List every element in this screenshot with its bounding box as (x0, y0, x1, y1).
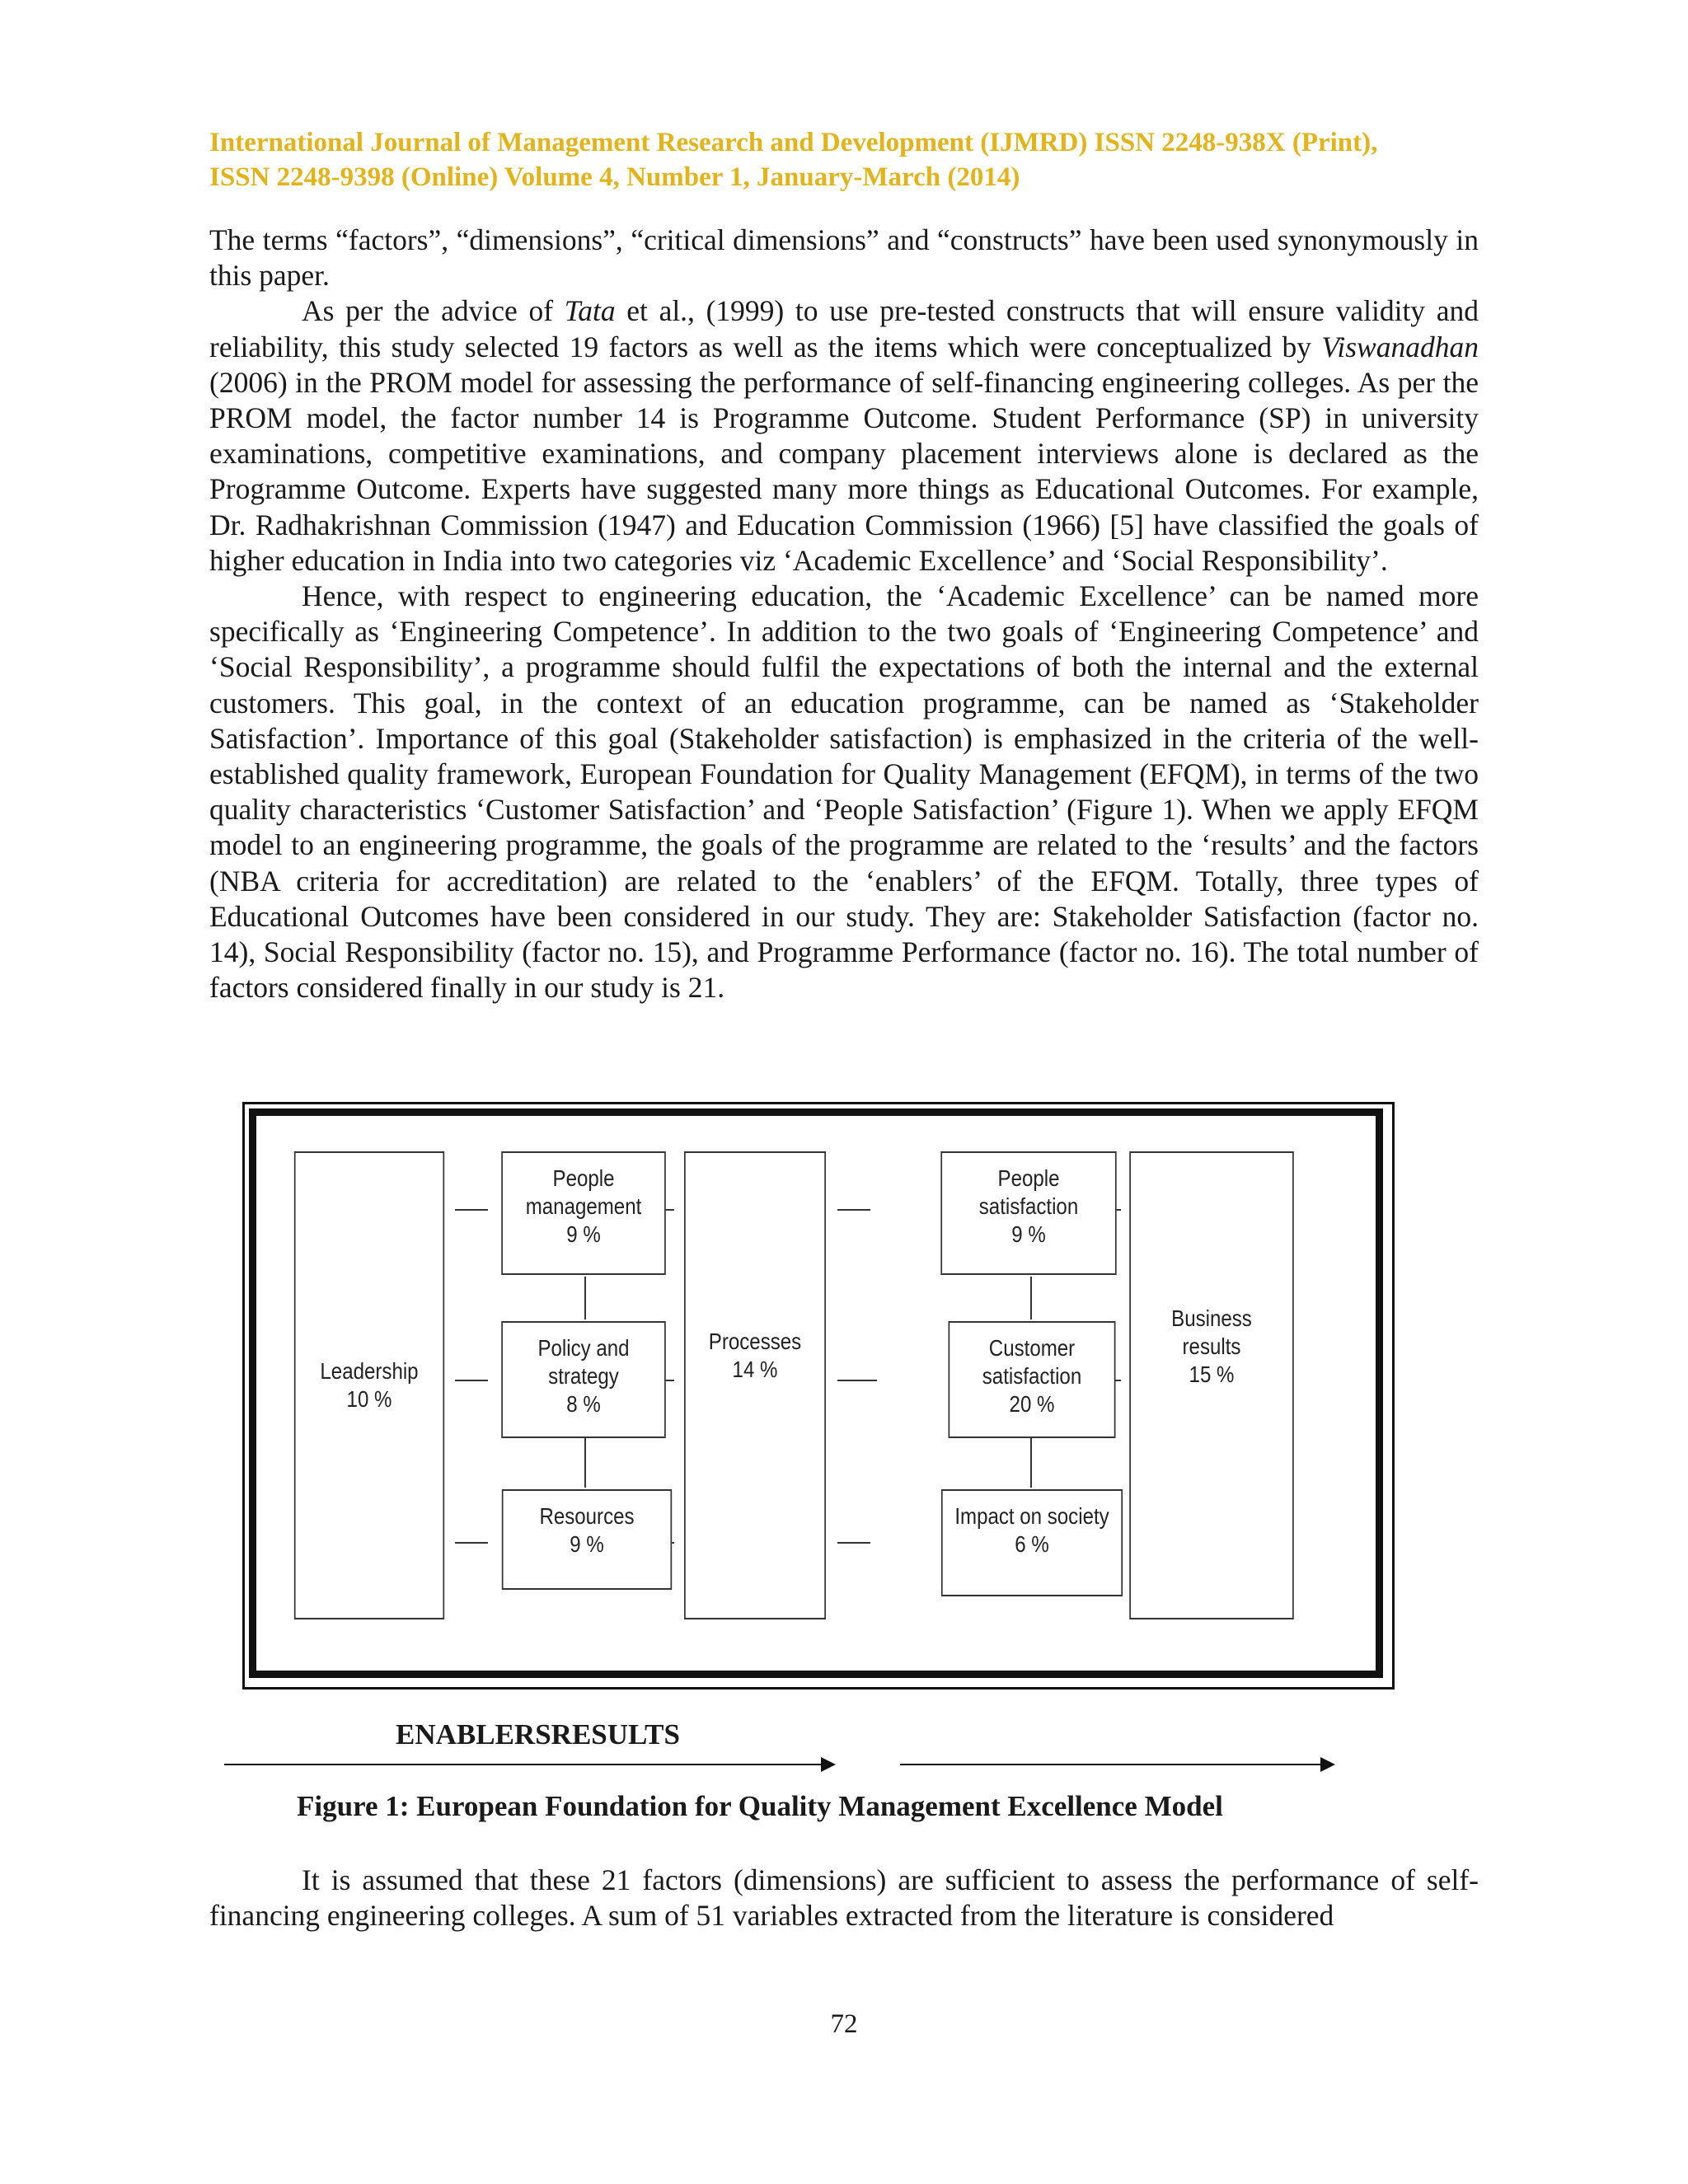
connector-processes-people-sat (837, 1209, 870, 1211)
body-text-upper (209, 223, 1479, 1005)
people-satisfaction-label-2: satisfaction (978, 1193, 1079, 1219)
business-results-label-2: results (1182, 1333, 1241, 1359)
paragraph-2-part-b: et al., (1999) to use pre-tested constructs that will ensure validity and reliability, this study selected 19 factors as well as the items which were conceptualized by (209, 294, 1479, 363)
efqm-diagram (242, 1102, 1395, 1690)
people-management-percent: 9 % (566, 1221, 601, 1247)
body-text-lower (209, 1863, 1479, 1933)
box-people-management (501, 1151, 666, 1275)
resources-percent: 9 % (570, 1531, 604, 1557)
people-satisfaction-label-1: People (997, 1165, 1060, 1191)
connector-people-mgmt-policy (584, 1277, 586, 1319)
paragraph-2-part-c: (2006) in the PROM model for assessing the performance of self-financing engineering colleges. As per the PROM model, the factor number 14 is Programme Outcome. Student Performance (SP) in university examinations, competitive examinations, and company placement interviews alone is declared as the Programme Outcome. Experts have suggested many more things as Educational Outcomes. For example, Dr. Radhakrishnan Commission (1947) and Education Commission (1966) [5] have classified the goals of higher education in India into two categories viz ‘Academic Excellence’ and ‘Social Responsibility’. (209, 365, 1479, 577)
connector-processes-impact (837, 1542, 870, 1544)
box-customer-satisfaction (949, 1321, 1116, 1438)
connector-processes-customer-sat (837, 1380, 877, 1381)
connector-leadership-policy (455, 1380, 488, 1381)
enablers-arrow (224, 1764, 832, 1765)
people-satisfaction-percent: 9 % (1011, 1221, 1046, 1247)
journal-header-line-1: International Journal of Management Research and Development (IJMRD) ISSN 2248-938X (Print), (209, 128, 1378, 157)
paragraph-2 (209, 293, 1479, 579)
people-management-label-2: management (525, 1193, 642, 1219)
connector-leadership-people-mgmt (455, 1209, 488, 1211)
policy-strategy-percent: 8 % (566, 1391, 601, 1417)
processes-percent: 14 % (732, 1357, 778, 1382)
journal-header (209, 125, 1479, 194)
box-business-results (1129, 1151, 1294, 1619)
paragraph-3: Hence, with respect to engineering education, the ‘Academic Excellence’ can be named more specifically as ‘Engineering Competence’. In addition to the two goals of ‘Engineering Competence’ and ‘Social Responsibility’, a programme should fulfil the expectations of both the internal and the external customers. This goal, in the context of an education programme, can be named as ‘Stakeholder Satisfaction’. Importance of this goal (Stakeholder satisfaction) is emphasized in the criteria of the well-established quality framework, European Foundation for Quality Management (EFQM), in terms of the two quality characteristics ‘Customer Satisfaction’ and ‘People Satisfaction’ (Figure 1). When we apply EFQM model to an engineering programme, the goals of the programme are related to the ‘results’ and the factors (NBA criteria for accreditation) are related to the ‘enablers’ of the EFQM. Totally, three types of Educational Outcomes have been considered in our study. They are: Stakeholder Satisfaction (factor no. 14), Social Responsibility (factor no. 15), and Programme Performance (factor no. 16). The total number of factors considered finally in our study is 21. (209, 579, 1479, 1005)
connector-leadership-resources (455, 1542, 488, 1544)
figure-caption: Figure 1: European Foundation for Quality Management Excellence Model (297, 1790, 1223, 1822)
resources-label: Resources (539, 1503, 635, 1529)
leadership-percent: 10 % (346, 1386, 392, 1412)
policy-strategy-label-1: Policy and (537, 1335, 630, 1361)
citation-viswanadhan: Viswanadhan (1321, 330, 1479, 363)
journal-header-line-2: ISSN 2248-9398 (Online) Volume 4, Number 1, January-March (2014) (209, 162, 1020, 192)
people-management-label-1: People (552, 1165, 615, 1191)
paragraph-1: The terms “factors”, “dimensions”, “critical dimensions” and “constructs” have been used synonymously in this paper. (209, 223, 1479, 293)
page-number: 72 (830, 2009, 858, 2039)
box-processes (684, 1151, 826, 1619)
customer-satisfaction-percent: 20 % (1009, 1391, 1055, 1417)
connector-people-sat-customer-sat (1030, 1277, 1032, 1319)
box-policy-strategy (501, 1321, 666, 1438)
results-arrow (900, 1764, 1332, 1765)
processes-label: Processes (708, 1329, 802, 1354)
impact-on-society-percent: 6 % (1015, 1531, 1049, 1557)
paragraph-4: It is assumed that these 21 factors (dimensions) are sufficient to assess the performance of self-financing engineering colleges. A sum of 51 variables extracted from the literature is considered (209, 1863, 1479, 1933)
business-results-label-1: Business (1171, 1305, 1252, 1331)
box-resources (502, 1489, 672, 1590)
impact-on-society-label: Impact on society (954, 1503, 1109, 1529)
leadership-label: Leadership (320, 1358, 419, 1384)
box-leadership (294, 1151, 444, 1619)
enablers-results-label: ENABLERSRESULTS (396, 1718, 680, 1750)
business-results-percent: 15 % (1189, 1361, 1235, 1387)
policy-strategy-label-2: strategy (548, 1363, 619, 1389)
connector-policy-resources (584, 1436, 586, 1488)
box-impact-on-society (941, 1489, 1123, 1596)
connector-customer-sat-impact (1030, 1436, 1032, 1488)
customer-satisfaction-label-2: satisfaction (982, 1363, 1082, 1389)
box-people-satisfaction (940, 1151, 1116, 1275)
customer-satisfaction-label-1: Customer (988, 1335, 1076, 1361)
paragraph-2-part-a: As per the advice of (302, 294, 565, 328)
citation-tata: Tata (564, 294, 616, 328)
